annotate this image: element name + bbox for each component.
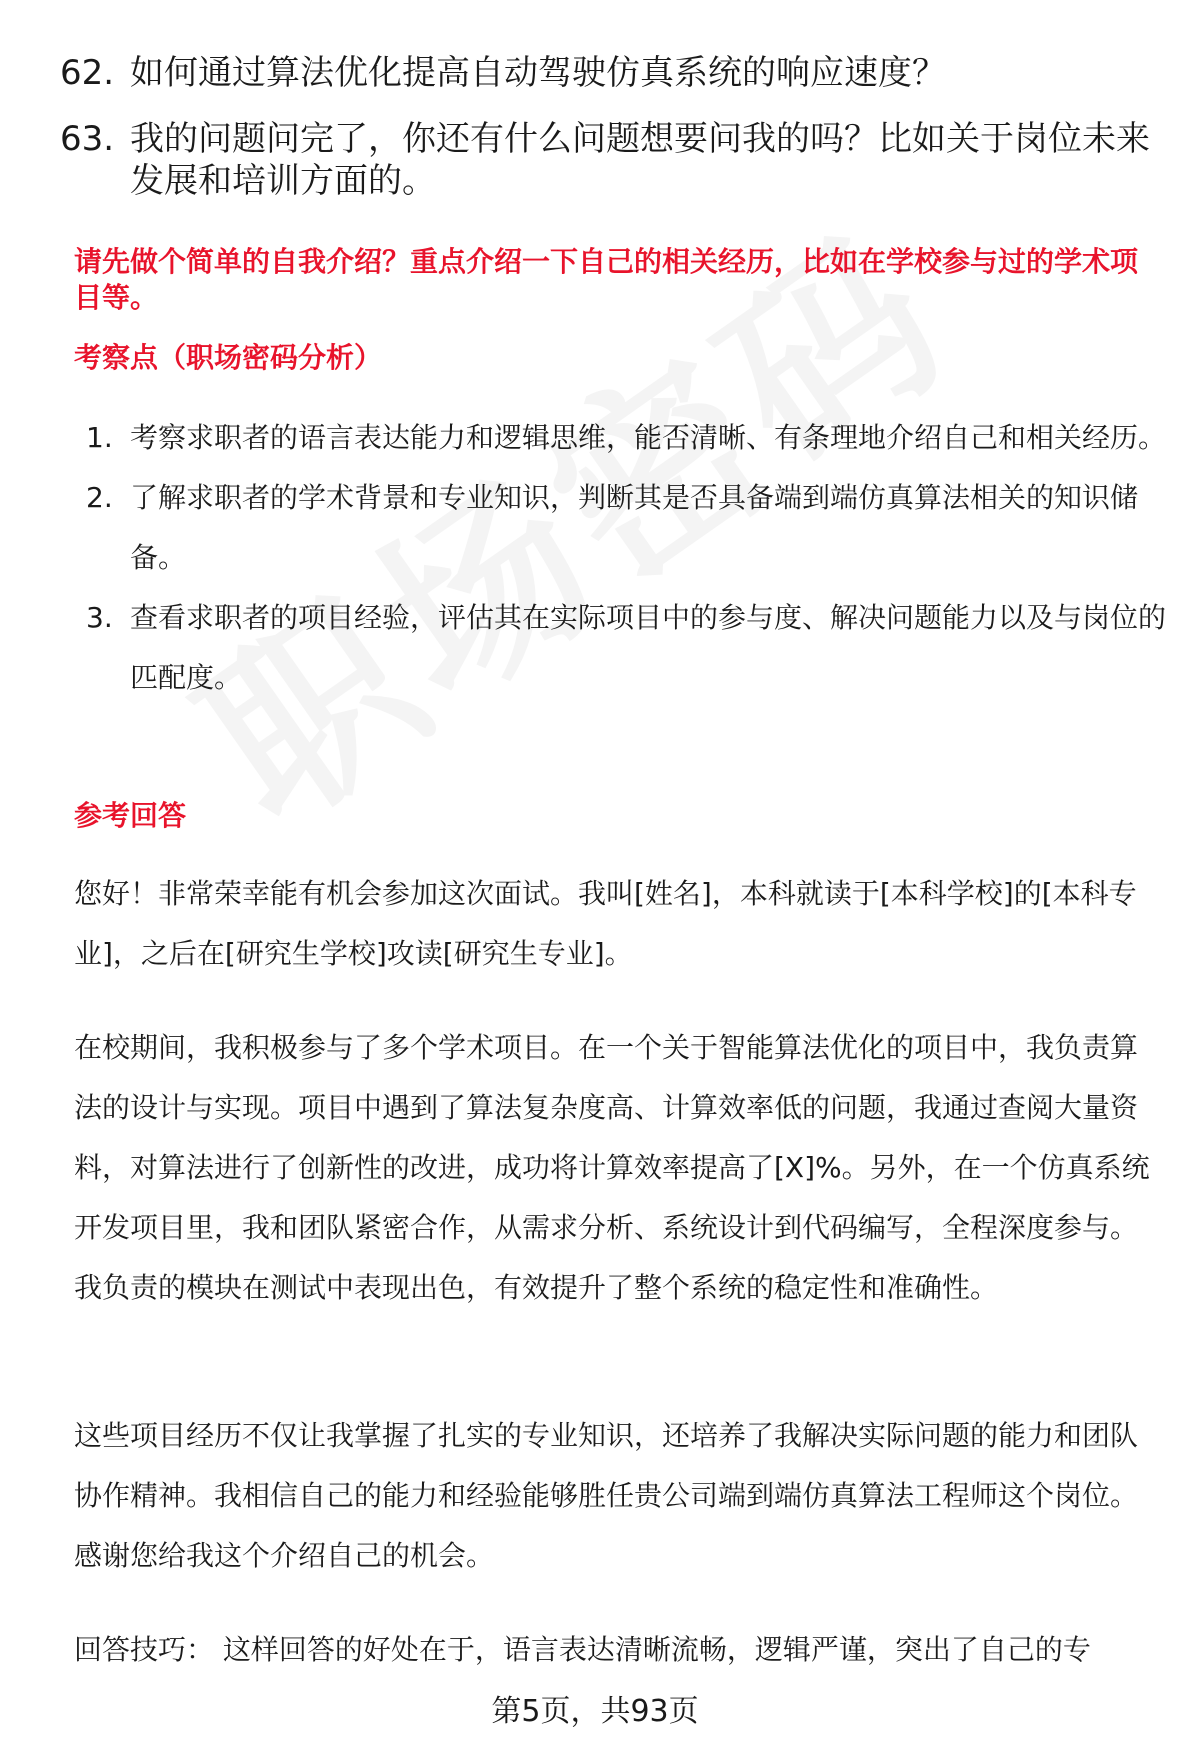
question-text: 我的问题问完了，你还有什么问题想要问我的吗？比如关于岗位未来发展和培训方面的。 [130,119,1150,201]
answer-paragraph: 在校期间，我积极参与了多个学术项目。在一个关于智能算法优化的项目中，我负责算法的设计与实现。项目中遇到了算法复杂度高、计算效率低的问题，我通过查阅大量资料，对算法进行了创新性的改进，成功将计算效率提高了[X]%。另外，在一个仿真系统开发项目里，我和团队紧密合作，从需求分析、系统设计到代码编写，全程深度参与。我负责的模块在测试中表现出色，有效提升了整个系统的稳定性和准确性。 [74,1031,1150,1304]
point-number: 2. [86,481,113,514]
point-number: 3. [86,601,113,634]
point-text: 查看求职者的项目经验，评估其在实际项目中的参与度、解决问题能力以及与岗位的匹配度。 [130,601,1167,694]
list-item [86,588,1166,708]
answer-heading: 参考回答 [74,799,187,832]
point-text: 考察求职者的语言表达能力和逻辑思维，能否清晰、有条理地介绍自己和相关经历。 [130,421,1167,454]
list-item [86,408,1166,468]
point-number: 1. [86,421,113,454]
analysis-points [86,408,1166,708]
list-item [86,468,1166,588]
question-number: 62. [60,53,115,93]
analysis-heading: 考察点（职场密码分析） [74,341,383,374]
list-item [60,118,1150,202]
question-heading: 请先做个简单的自我介绍？重点介绍一下自己的相关经历，比如在学校参与过的学术项目等。 [74,245,1139,314]
page-footer: 第5页，共93页 [491,1694,699,1729]
list-item [60,52,1150,94]
point-text: 了解求职者的学术背景和专业知识，判断其是否具备端到端仿真算法相关的知识储备。 [130,481,1139,574]
question-list [60,52,1150,226]
question-number: 63. [60,119,115,159]
answer-tips: 回答技巧： 这样回答的好处在于，语言表达清晰流畅，逻辑严谨，突出了自己的专 [74,1633,1091,1666]
question-text: 如何通过算法优化提高自动驾驶仿真系统的响应速度？ [130,53,946,93]
answer-paragraph: 您好！非常荣幸能有机会参加这次面试。我叫[姓名]，本科就读于[本科学校]的[本科专业]，之后在[研究生学校]攻读[研究生专业]。 [74,877,1137,970]
answer-paragraph: 这些项目经历不仅让我掌握了扎实的专业知识，还培养了我解决实际问题的能力和团队协作精神。我相信自己的能力和经验能够胜任贵公司端到端仿真算法工程师这个岗位。感谢您给我这个介绍自己的机会。 [74,1419,1139,1572]
